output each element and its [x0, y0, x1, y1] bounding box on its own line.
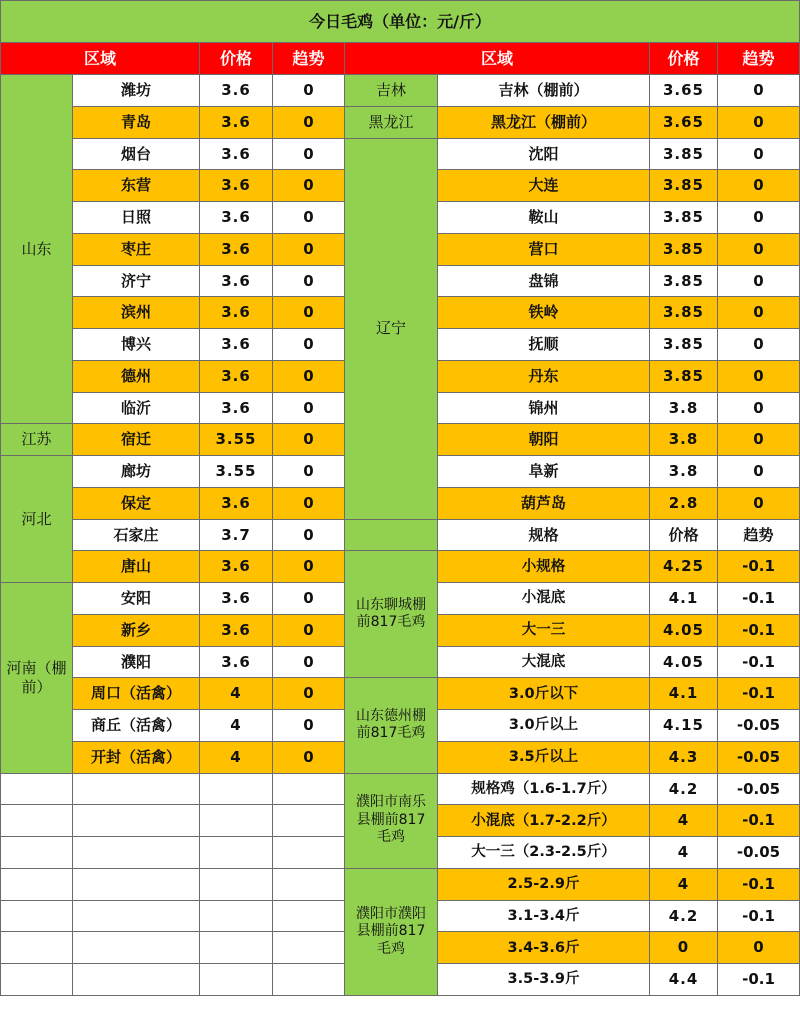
empty-cell [73, 901, 200, 933]
trend-cell: 0 [273, 202, 345, 234]
price-cell: 3.6 [200, 170, 273, 202]
city-cell: 吉林（棚前） [438, 75, 650, 107]
spec-header-spec: 规格 [438, 520, 650, 552]
price-cell: 3.7 [200, 520, 273, 552]
empty-cell [200, 869, 273, 901]
price-cell: 4 [650, 837, 718, 869]
price-cell: 4 [200, 742, 273, 774]
table-title: 今日毛鸡（单位：元/斤） [0, 0, 800, 43]
city-cell: 葫芦岛 [438, 488, 650, 520]
trend-cell: 0 [718, 202, 800, 234]
trend-cell: -0.1 [718, 615, 800, 647]
empty-cell [273, 901, 345, 933]
city-cell: 抚顺 [438, 329, 650, 361]
trend-cell: 0 [273, 520, 345, 552]
price-cell: 3.6 [200, 139, 273, 171]
trend-cell: -0.1 [718, 901, 800, 933]
city-cell: 新乡 [73, 615, 200, 647]
spec-header-price: 价格 [650, 520, 718, 552]
city-cell: 廊坊 [73, 456, 200, 488]
region-cell: 辽宁 [345, 139, 438, 520]
header-region: 区域 [0, 43, 200, 75]
price-cell: 3.85 [650, 266, 718, 298]
spec-cell: 小规格 [438, 551, 650, 583]
trend-cell: 0 [273, 678, 345, 710]
empty-cell [273, 837, 345, 869]
price-cell: 3.8 [650, 393, 718, 425]
trend-cell: -0.05 [718, 837, 800, 869]
city-cell: 博兴 [73, 329, 200, 361]
price-cell: 3.6 [200, 647, 273, 679]
empty-cell [273, 805, 345, 837]
price-cell: 3.6 [200, 393, 273, 425]
empty-cell [273, 932, 345, 964]
city-cell: 德州 [73, 361, 200, 393]
region-cell: 河南（棚前） [0, 583, 73, 774]
header-trend: 趋势 [273, 43, 345, 75]
empty-cell [0, 774, 73, 806]
trend-cell: -0.1 [718, 869, 800, 901]
city-cell: 大连 [438, 170, 650, 202]
city-cell: 营口 [438, 234, 650, 266]
spec-region-cell: 濮阳市濮阳县棚前817毛鸡 [345, 869, 438, 996]
trend-cell: 0 [273, 107, 345, 139]
trend-cell: 0 [273, 266, 345, 298]
spec-cell: 大混底 [438, 647, 650, 679]
spec-cell: 3.5-3.9斤 [438, 964, 650, 996]
region-cell: 江苏 [0, 424, 73, 456]
price-cell: 4.05 [650, 647, 718, 679]
price-cell: 3.8 [650, 456, 718, 488]
empty-cell [273, 774, 345, 806]
spec-cell: 小混底（1.7-2.2斤） [438, 805, 650, 837]
price-cell: 3.85 [650, 297, 718, 329]
price-cell: 4.3 [650, 742, 718, 774]
spec-cell: 2.5-2.9斤 [438, 869, 650, 901]
spec-cell: 3.4-3.6斤 [438, 932, 650, 964]
empty-cell [0, 901, 73, 933]
price-cell: 3.6 [200, 297, 273, 329]
empty-cell [273, 964, 345, 996]
empty-cell [200, 932, 273, 964]
price-cell: 4.4 [650, 964, 718, 996]
region-cell: 吉林 [345, 75, 438, 107]
trend-cell: 0 [718, 297, 800, 329]
trend-cell: 0 [718, 234, 800, 266]
header-region-right: 区域 [345, 43, 650, 75]
empty-cell [73, 774, 200, 806]
price-cell: 2.8 [650, 488, 718, 520]
trend-cell: 0 [273, 329, 345, 361]
empty-cell [200, 837, 273, 869]
city-cell: 沈阳 [438, 139, 650, 171]
city-cell: 宿迁 [73, 424, 200, 456]
spec-region-cell: 山东德州棚前817毛鸡 [345, 678, 438, 773]
trend-cell: 0 [718, 456, 800, 488]
price-cell: 3.55 [200, 424, 273, 456]
empty-cell [200, 901, 273, 933]
city-cell: 保定 [73, 488, 200, 520]
city-cell: 济宁 [73, 266, 200, 298]
empty-cell [73, 932, 200, 964]
city-cell: 黑龙江（棚前） [438, 107, 650, 139]
trend-cell: -0.1 [718, 647, 800, 679]
trend-cell: -0.05 [718, 774, 800, 806]
city-cell: 烟台 [73, 139, 200, 171]
city-cell: 枣庄 [73, 234, 200, 266]
trend-cell: 0 [273, 742, 345, 774]
trend-cell: 0 [718, 75, 800, 107]
price-cell: 3.65 [650, 75, 718, 107]
price-cell: 4.25 [650, 551, 718, 583]
city-cell: 青岛 [73, 107, 200, 139]
trend-cell: 0 [273, 710, 345, 742]
spec-cell: 大一三（2.3-2.5斤） [438, 837, 650, 869]
city-cell: 周口（活禽） [73, 678, 200, 710]
price-cell: 3.6 [200, 615, 273, 647]
trend-cell: -0.05 [718, 710, 800, 742]
trend-cell: -0.1 [718, 678, 800, 710]
trend-cell: -0.1 [718, 964, 800, 996]
trend-cell: 0 [273, 615, 345, 647]
price-cell: 4.1 [650, 678, 718, 710]
price-cell: 3.6 [200, 266, 273, 298]
city-cell: 濮阳 [73, 647, 200, 679]
empty-cell [0, 964, 73, 996]
trend-cell: 0 [273, 551, 345, 583]
trend-cell: 0 [273, 583, 345, 615]
trend-cell: -0.05 [718, 742, 800, 774]
city-cell: 日照 [73, 202, 200, 234]
price-cell: 4.1 [650, 583, 718, 615]
empty-cell [0, 869, 73, 901]
header-price-right: 价格 [650, 43, 718, 75]
empty-cell [200, 774, 273, 806]
region-cell: 河北 [0, 456, 73, 583]
city-cell: 滨州 [73, 297, 200, 329]
trend-cell: -0.1 [718, 805, 800, 837]
empty-cell [200, 805, 273, 837]
trend-cell: 0 [718, 488, 800, 520]
trend-cell: 0 [273, 456, 345, 488]
price-cell: 4.2 [650, 774, 718, 806]
trend-cell: 0 [718, 139, 800, 171]
city-cell: 安阳 [73, 583, 200, 615]
spec-header-region [345, 520, 438, 552]
trend-cell: 0 [273, 488, 345, 520]
city-cell: 唐山 [73, 551, 200, 583]
empty-cell [273, 869, 345, 901]
city-cell: 盘锦 [438, 266, 650, 298]
city-cell: 商丘（活禽） [73, 710, 200, 742]
price-cell: 3.6 [200, 202, 273, 234]
trend-cell: 0 [718, 170, 800, 202]
price-cell: 4.2 [650, 901, 718, 933]
region-cell: 山东 [0, 75, 73, 424]
city-cell: 铁岭 [438, 297, 650, 329]
spec-cell: 3.0斤以上 [438, 710, 650, 742]
city-cell: 临沂 [73, 393, 200, 425]
trend-cell: 0 [273, 75, 345, 107]
trend-cell: 0 [718, 932, 800, 964]
price-cell: 4 [200, 710, 273, 742]
city-cell: 东营 [73, 170, 200, 202]
spec-cell: 规格鸡（1.6-1.7斤） [438, 774, 650, 806]
trend-cell: 0 [718, 361, 800, 393]
price-cell: 0 [650, 932, 718, 964]
empty-cell [0, 837, 73, 869]
empty-cell [73, 964, 200, 996]
price-cell: 4 [650, 869, 718, 901]
trend-cell: 0 [718, 424, 800, 456]
price-cell: 3.6 [200, 583, 273, 615]
trend-cell: 0 [273, 647, 345, 679]
city-cell: 石家庄 [73, 520, 200, 552]
price-cell: 3.85 [650, 234, 718, 266]
city-cell: 丹东 [438, 361, 650, 393]
price-cell: 4 [650, 805, 718, 837]
city-cell: 开封（活禽） [73, 742, 200, 774]
header-trend-right: 趋势 [718, 43, 800, 75]
price-cell: 3.6 [200, 551, 273, 583]
price-cell: 3.6 [200, 107, 273, 139]
empty-cell [0, 805, 73, 837]
region-cell: 黑龙江 [345, 107, 438, 139]
trend-cell: -0.1 [718, 551, 800, 583]
price-cell: 4 [200, 678, 273, 710]
price-cell: 3.85 [650, 139, 718, 171]
trend-cell: 0 [273, 297, 345, 329]
city-cell: 阜新 [438, 456, 650, 488]
header-price: 价格 [200, 43, 273, 75]
price-cell: 3.6 [200, 234, 273, 266]
trend-cell: 0 [273, 170, 345, 202]
spec-region-cell: 山东聊城棚前817毛鸡 [345, 551, 438, 678]
trend-cell: 0 [718, 107, 800, 139]
price-cell: 4.15 [650, 710, 718, 742]
trend-cell: 0 [273, 361, 345, 393]
city-cell: 朝阳 [438, 424, 650, 456]
city-cell: 鞍山 [438, 202, 650, 234]
city-cell: 锦州 [438, 393, 650, 425]
price-cell: 3.8 [650, 424, 718, 456]
spec-cell: 大一三 [438, 615, 650, 647]
price-cell: 3.6 [200, 75, 273, 107]
empty-cell [73, 805, 200, 837]
spec-cell: 3.0斤以下 [438, 678, 650, 710]
trend-cell: 0 [718, 329, 800, 361]
price-cell: 3.85 [650, 202, 718, 234]
price-cell: 4.05 [650, 615, 718, 647]
price-cell: 3.6 [200, 361, 273, 393]
spec-cell: 3.1-3.4斤 [438, 901, 650, 933]
spec-region-cell: 濮阳市南乐县棚前817毛鸡 [345, 774, 438, 869]
trend-cell: 0 [273, 424, 345, 456]
spec-header-trend: 趋势 [718, 520, 800, 552]
trend-cell: 0 [718, 266, 800, 298]
empty-cell [73, 837, 200, 869]
trend-cell: 0 [273, 139, 345, 171]
trend-cell: 0 [273, 393, 345, 425]
price-cell: 3.6 [200, 488, 273, 520]
price-cell: 3.55 [200, 456, 273, 488]
trend-cell: -0.1 [718, 583, 800, 615]
spec-cell: 小混底 [438, 583, 650, 615]
price-cell: 3.65 [650, 107, 718, 139]
empty-cell [200, 964, 273, 996]
price-cell: 3.85 [650, 329, 718, 361]
empty-cell [73, 869, 200, 901]
price-cell: 3.6 [200, 329, 273, 361]
spec-cell: 3.5斤以上 [438, 742, 650, 774]
trend-cell: 0 [273, 234, 345, 266]
price-cell: 3.85 [650, 170, 718, 202]
trend-cell: 0 [718, 393, 800, 425]
price-cell: 3.85 [650, 361, 718, 393]
empty-cell [0, 932, 73, 964]
city-cell: 潍坊 [73, 75, 200, 107]
